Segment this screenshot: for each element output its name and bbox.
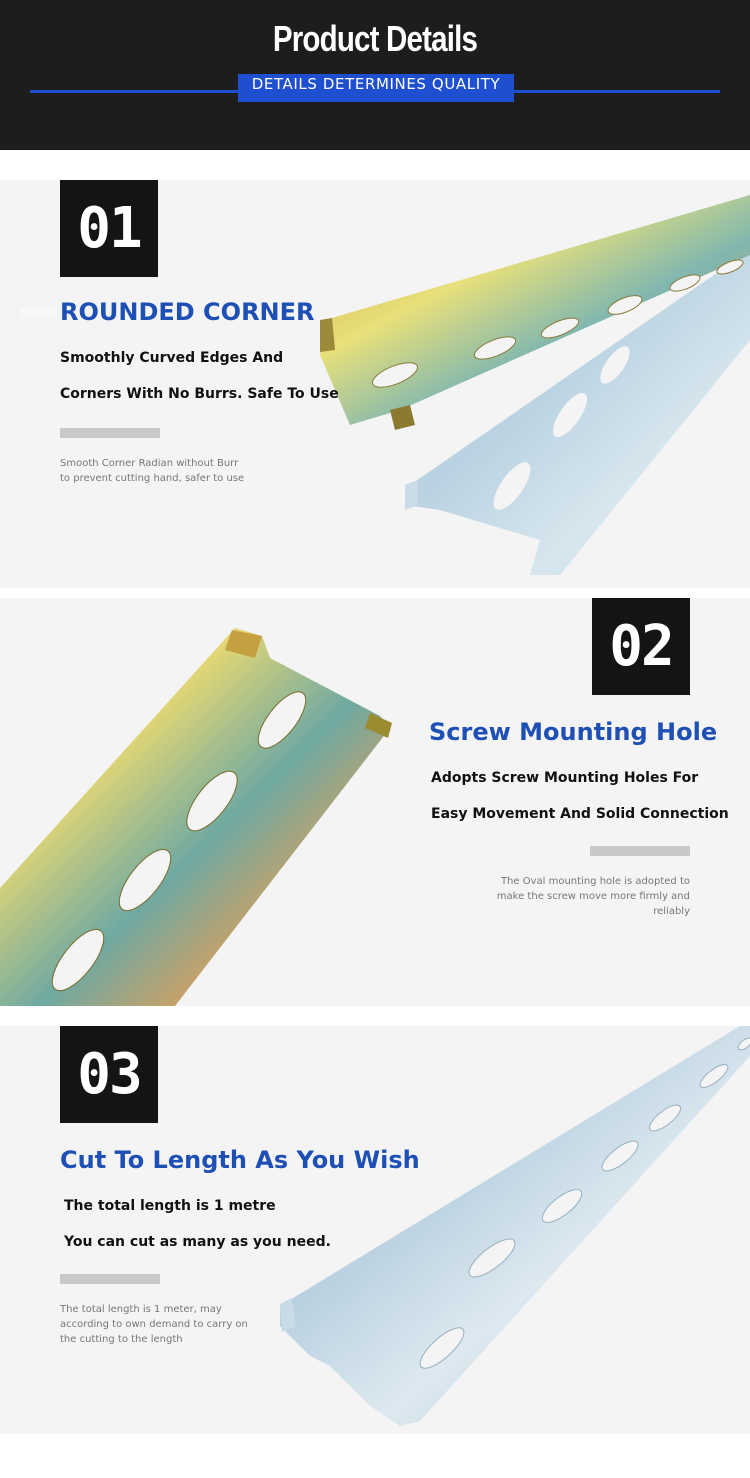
- faint-watermark-text: round: [20, 304, 57, 318]
- section-title: Screw Mounting Hole: [429, 718, 718, 746]
- section-title: Cut To Length As You Wish: [60, 1146, 420, 1174]
- description-line: The Oval mounting hole is adopted to: [500, 876, 690, 887]
- description-line: according to own demand to carry on: [60, 1319, 248, 1330]
- header-divider-left: [30, 90, 240, 93]
- section-description: [60, 1302, 248, 1347]
- section-rounded-corner: [0, 180, 750, 588]
- description-line: the cutting to the length: [60, 1334, 183, 1345]
- description-line: reliably: [653, 906, 690, 917]
- description-line: make the screw move more firmly and: [496, 891, 690, 902]
- page-header: [0, 0, 750, 150]
- section-number-badge: 03: [60, 1026, 158, 1123]
- section-feature-line: Corners With No Burrs. Safe To Use: [60, 386, 339, 402]
- iridescent-din-rail-image: [0, 598, 400, 1006]
- page-title: Product Details: [272, 18, 478, 59]
- section-description: [60, 456, 244, 486]
- header-subtitle-badge: DETAILS DETERMINES QUALITY: [238, 74, 514, 102]
- description-line: Smooth Corner Radian without Burr: [60, 458, 239, 469]
- section-description: [490, 874, 690, 919]
- section-divider-bar: [60, 1274, 160, 1284]
- section-feature-line: Smoothly Curved Edges And: [60, 350, 284, 366]
- section-feature-line: You can cut as many as you need.: [64, 1234, 331, 1250]
- section-divider-bar: [590, 846, 690, 856]
- header-divider-right: [512, 90, 720, 93]
- section-divider-bar: [60, 428, 160, 438]
- section-screw-mounting-hole: [0, 598, 750, 1006]
- section-number-badge: 02: [592, 598, 690, 695]
- description-line: The total length is 1 meter, may: [60, 1304, 222, 1315]
- section-cut-to-length: [0, 1026, 750, 1434]
- din-rail-pair-image: [290, 180, 750, 588]
- section-number-badge: 01: [60, 180, 158, 277]
- section-feature-line: The total length is 1 metre: [64, 1198, 276, 1214]
- section-feature-line: Adopts Screw Mounting Holes For: [431, 770, 699, 786]
- section-title: ROUNDED CORNER: [60, 298, 315, 326]
- section-feature-line: Easy Movement And Solid Connection: [431, 806, 729, 822]
- silver-din-rail-image: [270, 1026, 750, 1434]
- description-line: to prevent cutting hand, safer to use: [60, 473, 245, 484]
